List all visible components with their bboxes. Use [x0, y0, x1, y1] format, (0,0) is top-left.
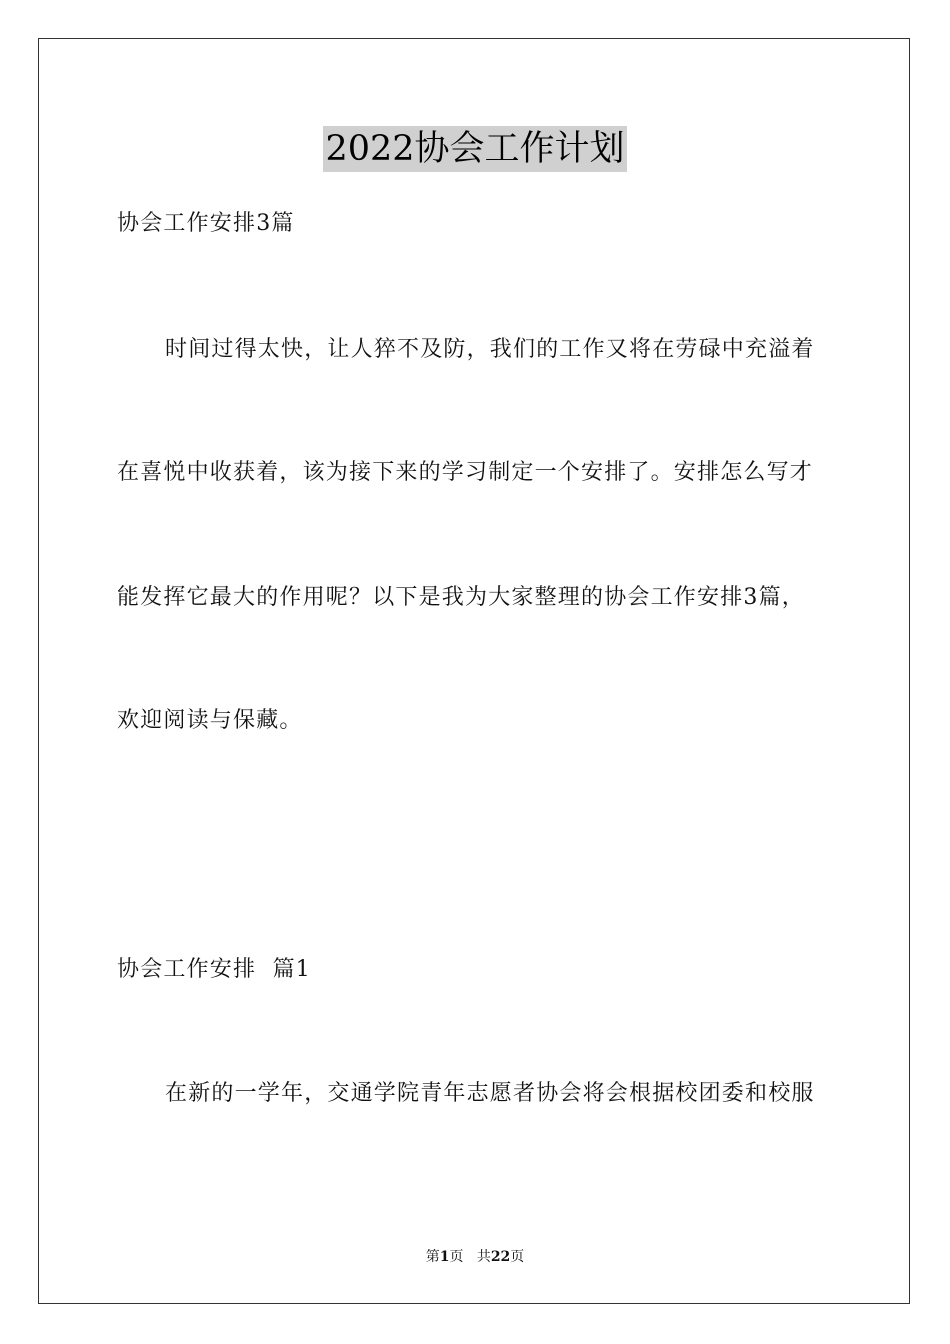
- intro-line-4: 欢迎阅读与保藏。: [117, 708, 303, 733]
- intro-line-1: 时间过得太快，让人猝不及防，我们的工作又将在劳碌中充溢着: [165, 337, 815, 362]
- document-subtitle: 协会工作安排3篇: [117, 211, 295, 236]
- total-prefix: 共: [476, 1249, 491, 1265]
- title-container: [0, 126, 950, 172]
- page-suffix: 页: [449, 1249, 464, 1265]
- section-line-1: 在新的一学年，交通学院青年志愿者协会将会根据校团委和校服: [165, 1081, 815, 1106]
- section-heading: 协会工作安排 篇1: [117, 957, 311, 982]
- intro-line-3: 能发挥它最大的作用呢？以下是我为大家整理的协会工作安排3篇，: [117, 585, 805, 610]
- document-title: 2022协会工作计划: [323, 126, 626, 172]
- total-suffix: 页: [510, 1249, 525, 1265]
- intro-line-2: 在喜悦中收获着，该为接下来的学习制定一个安排了。安排怎么写才: [117, 460, 814, 485]
- total-pages: 22: [490, 1249, 511, 1265]
- page-footer: [0, 1248, 950, 1266]
- page-number: 1: [439, 1249, 450, 1265]
- page-prefix: 第: [425, 1249, 440, 1265]
